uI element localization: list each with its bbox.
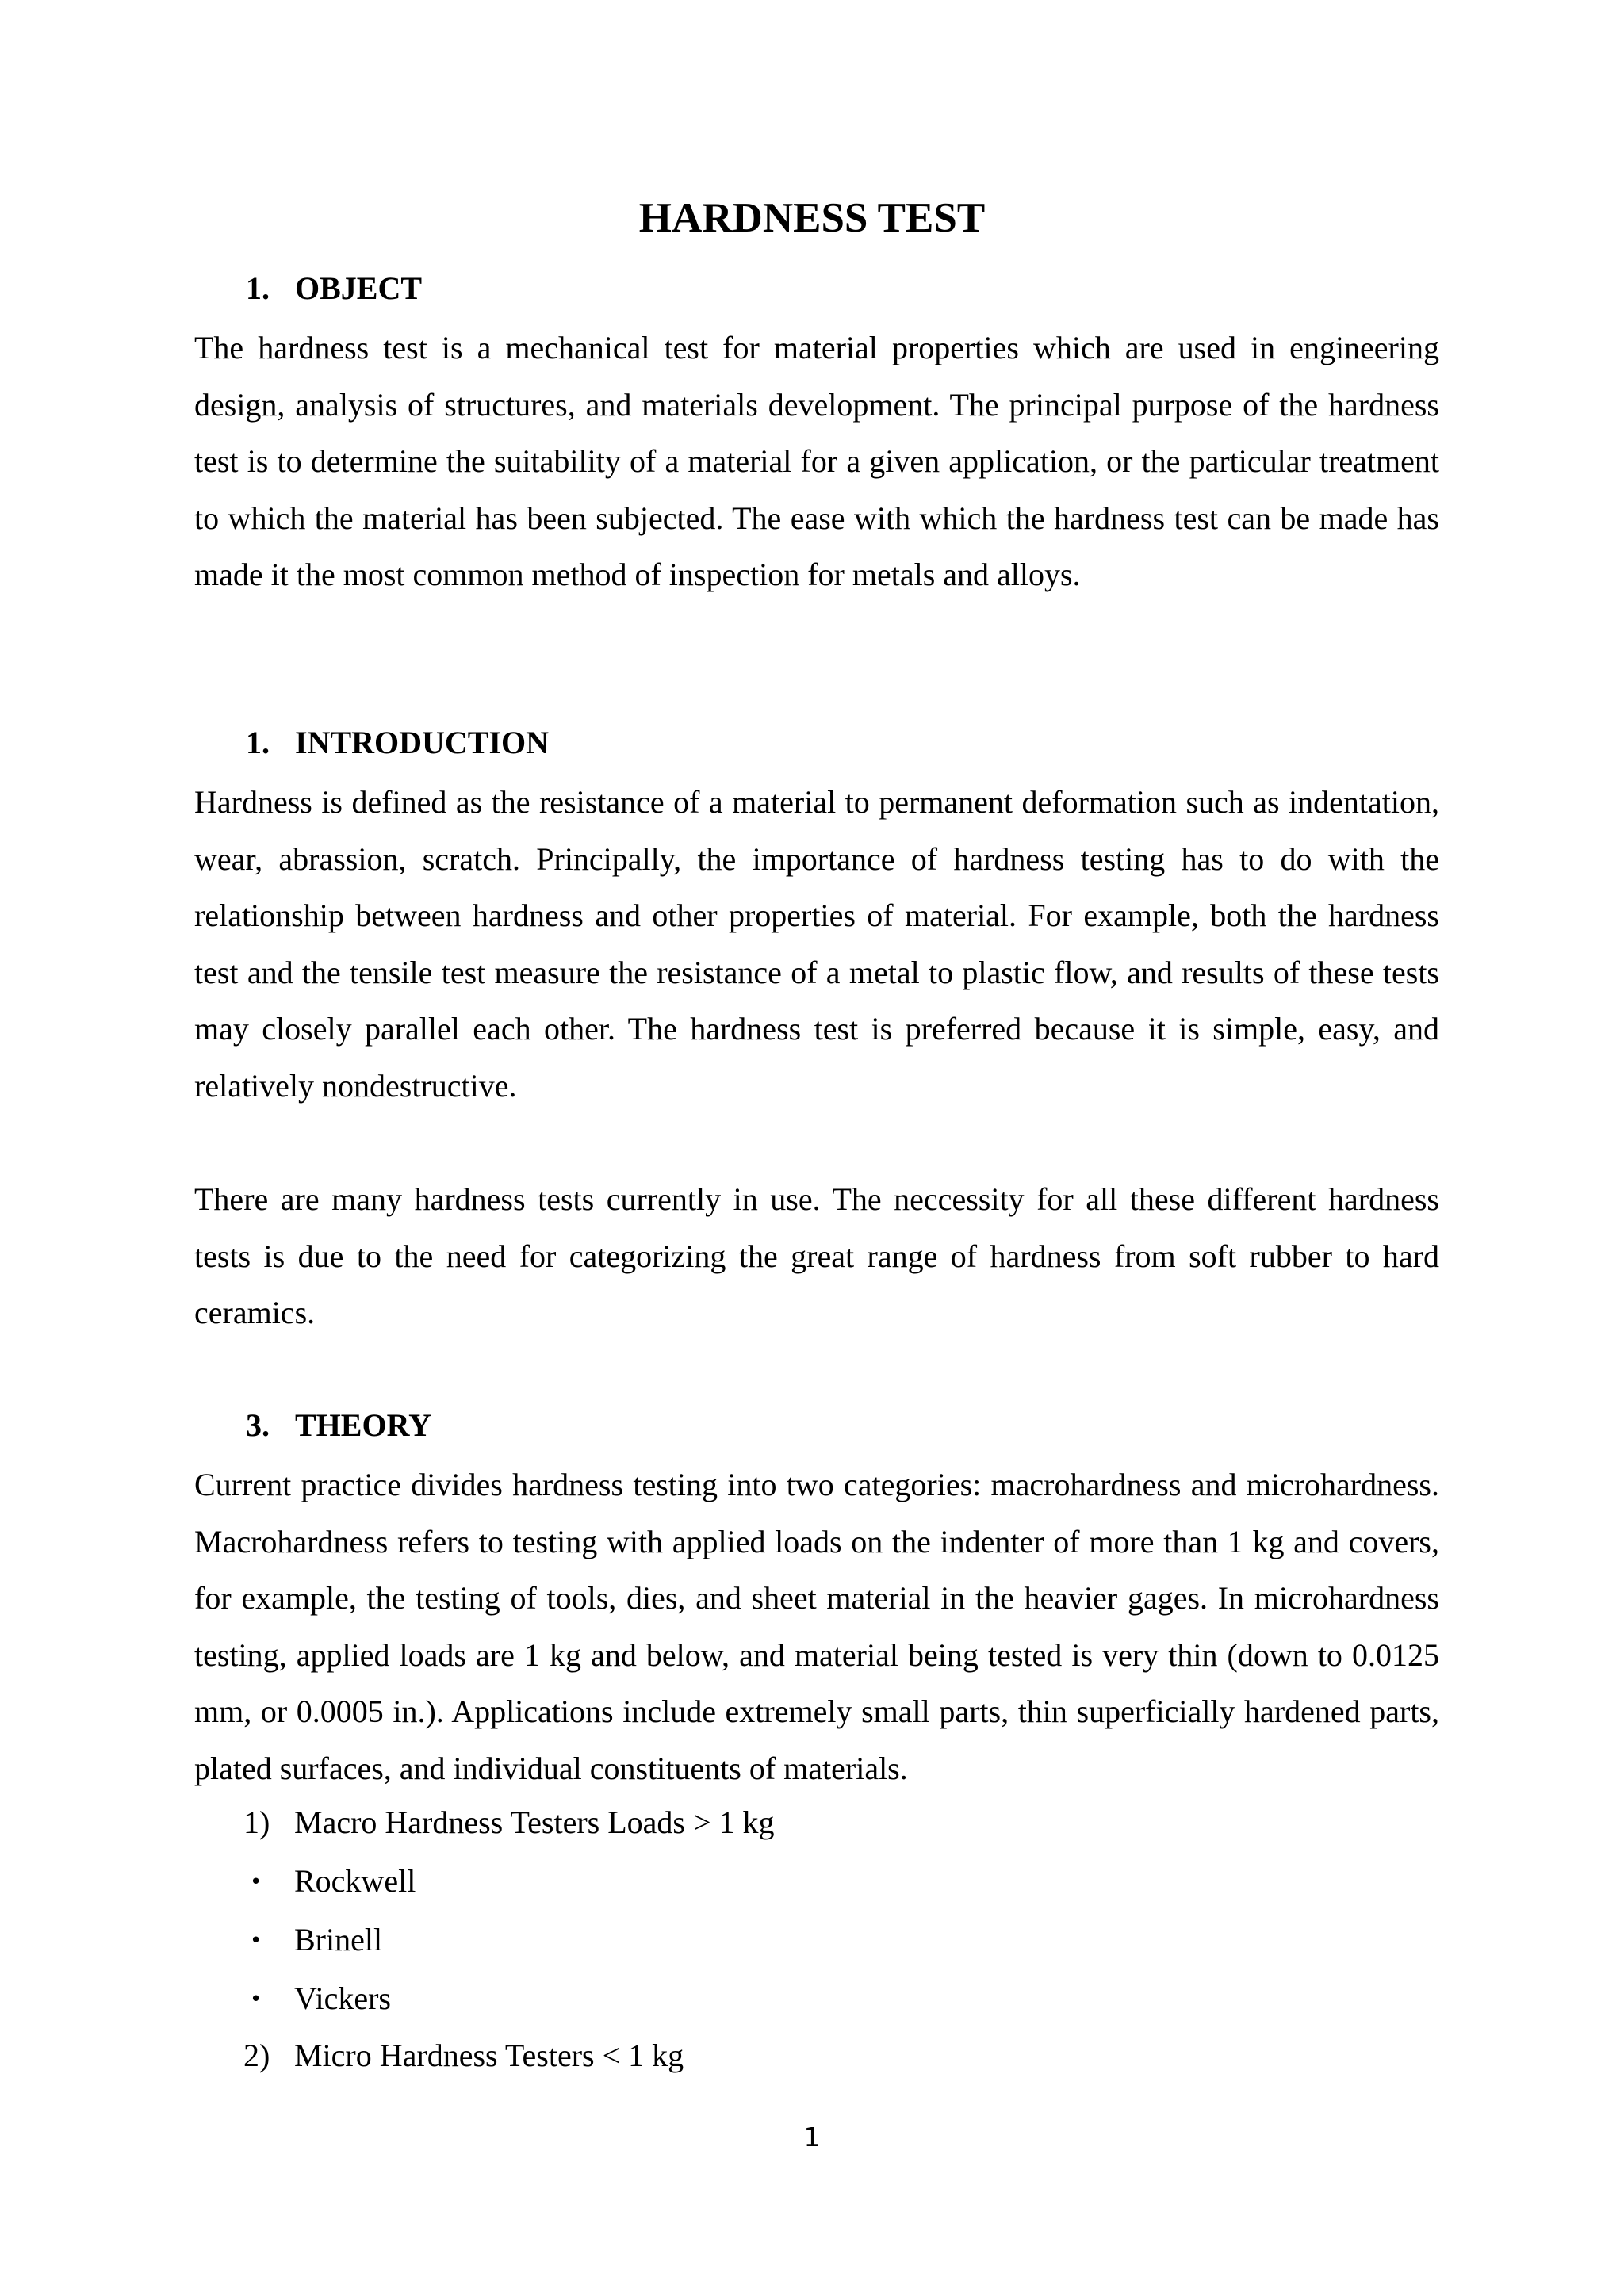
list-item-text: Brinell [294, 1922, 383, 1957]
list-item-micro-testers [243, 2034, 684, 2077]
list-number: 2) [243, 2038, 270, 2073]
theory-paragraph: Current practice divides hardness testing into two categories: macrohardness and microhardness. Macrohardness refers to testing with applied loads on the indenter of more than 1 kg and covers, for example, the testing of tools, dies, and sheet material in the heavier gages. In microhardness testing, applied loads are 1 kg and below, and material being tested is very thin (down to 0.0125 mm, or 0.0005 in.). Applications include extremely small parts, thin superficially hardened parts, plated surfaces, and individual constituents of materials. [194, 1467, 1439, 1786]
introduction-paragraph-2: There are many hardness tests currently in use. The neccessity for all these different hardness tests is due to the need for categorizing the great range of hardness from soft rubber to hard ceramics. [194, 1181, 1439, 1331]
document-title: HARDNESS TEST [638, 195, 986, 241]
list-number: 1) [243, 1804, 270, 1840]
list-item-rockwell [243, 1860, 416, 1904]
section-title: THEORY [295, 1407, 431, 1443]
section-number: 1. [246, 270, 270, 306]
list-item-macro-testers [243, 1801, 775, 1844]
list-item-text: Micro Hardness Testers < 1 kg [294, 2038, 684, 2073]
list-item-text: Vickers [294, 1980, 391, 2016]
list-item-text: Rockwell [294, 1863, 416, 1899]
list-item-vickers [243, 1977, 391, 2021]
section-heading-theory [246, 1404, 431, 1447]
bullet-icon: • [250, 1929, 262, 1953]
list-item-text: Macro Hardness Testers Loads > 1 kg [294, 1804, 775, 1840]
section-number: 1. [246, 725, 270, 760]
section-number: 3. [246, 1407, 270, 1443]
section-heading-object [246, 267, 422, 310]
bullet-icon: • [250, 1870, 262, 1894]
section-heading-introduction [246, 721, 549, 764]
bullet-icon: • [250, 1988, 262, 2011]
section-title: OBJECT [295, 270, 423, 306]
page-number: 1 [803, 2122, 821, 2152]
introduction-paragraph-1: Hardness is defined as the resistance of a material to permanent deformation such as indentation, wear, abrassion, scratch. Principally, the importance of hardness testing has to do with the relationship between hardness and other properties of material. For example, both the hardness test and the tensile test measure the resistance of a metal to plastic flow, and results of these tests may closely parallel each other. The hardness test is preferred because it is simple, easy, and relatively nondestructive. [194, 784, 1439, 1104]
list-item-brinell [243, 1919, 382, 1962]
section-title: INTRODUCTION [295, 725, 550, 760]
object-paragraph: The hardness test is a mechanical test for material properties which are used in engineering design, analysis of structures, and materials development. The principal purpose of the hardness test is to determine the suitability of a material for a given application, or the particular treatment to which the material has been subjected. The ease with which the hardness test can be made has made it the most common method of inspection for metals and alloys. [194, 330, 1439, 593]
